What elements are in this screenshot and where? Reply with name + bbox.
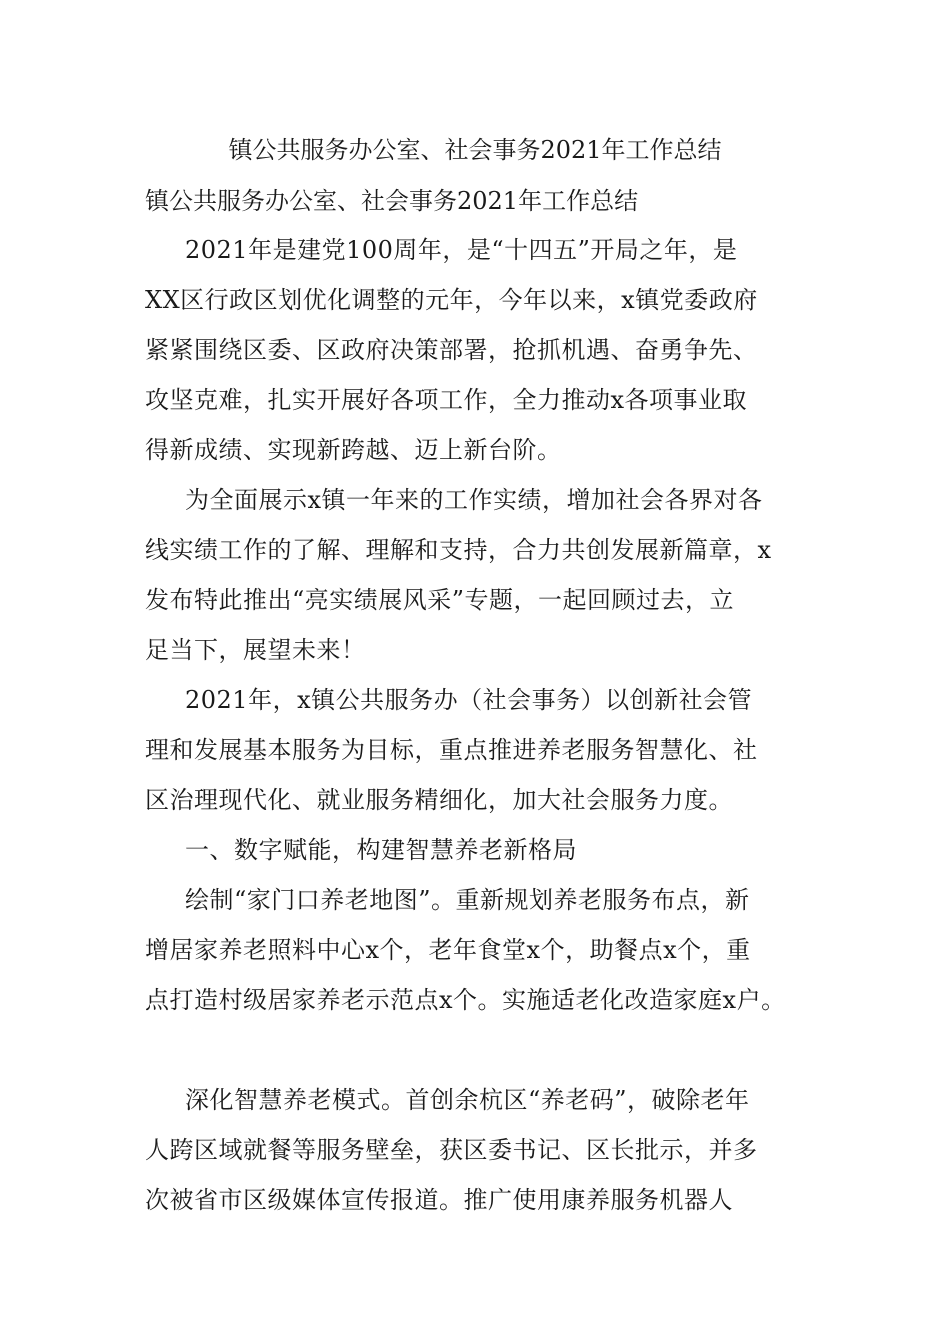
paragraph-line: 为全面展示x镇一年来的工作实绩，增加社会各界对各 xyxy=(185,486,763,514)
document-subtitle: 镇公共服务办公室、社会事务2021年工作总结 xyxy=(145,187,639,215)
paragraph-line: 发布特此推出“亮实绩展风采”专题，一起回顾过去，立 xyxy=(145,586,735,614)
section-heading: 一、数字赋能，构建智慧养老新格局 xyxy=(185,836,577,864)
paragraph-line: 足当下，展望未来！ xyxy=(145,636,366,664)
paragraph-line: 理和发展基本服务为目标，重点推进养老服务智慧化、社 xyxy=(145,736,758,764)
paragraph-line: 绘制“家门口养老地图”。重新规划养老服务布点，新 xyxy=(185,886,750,914)
paragraph-line: 增居家养老照料中心x个，老年食堂x个，助餐点x个，重 xyxy=(145,936,751,964)
paragraph-line: 区治理现代化、就业服务精细化，加大社会服务力度。 xyxy=(145,786,733,814)
paragraph-line: 次被省市区级媒体宣传报道。推广使用康养服务机器人 xyxy=(145,1186,733,1214)
paragraph-line: XX区行政区划优化调整的元年，今年以来，x镇党委政府 xyxy=(145,286,758,314)
paragraph-line: 得新成绩、实现新跨越、迈上新台阶。 xyxy=(145,436,562,464)
paragraph-line: 线实绩工作的了解、理解和支持，合力共创发展新篇章，x xyxy=(145,536,772,564)
paragraph-line: 点打造村级居家养老示范点x个。实施适老化改造家庭x户。 xyxy=(145,986,786,1014)
paragraph-line: 2021年，x镇公共服务办（社会事务）以创新社会管 xyxy=(185,686,753,714)
document-title: 镇公共服务办公室、社会事务2021年工作总结 xyxy=(228,136,722,164)
paragraph-line: 人跨区域就餐等服务壁垒，获区委书记、区长批示，并多 xyxy=(145,1136,758,1164)
paragraph-line: 深化智慧养老模式。首创余杭区“养老码”，破除老年 xyxy=(185,1086,750,1114)
paragraph-line: 攻坚克难，扎实开展好各项工作，全力推动x各项事业取 xyxy=(145,386,748,414)
paragraph-line: 2021年是建党100周年，是“十四五”开局之年，是 xyxy=(185,236,738,264)
paragraph-line: 紧紧围绕区委、区政府决策部署，抢抓机遇、奋勇争先、 xyxy=(145,336,758,364)
